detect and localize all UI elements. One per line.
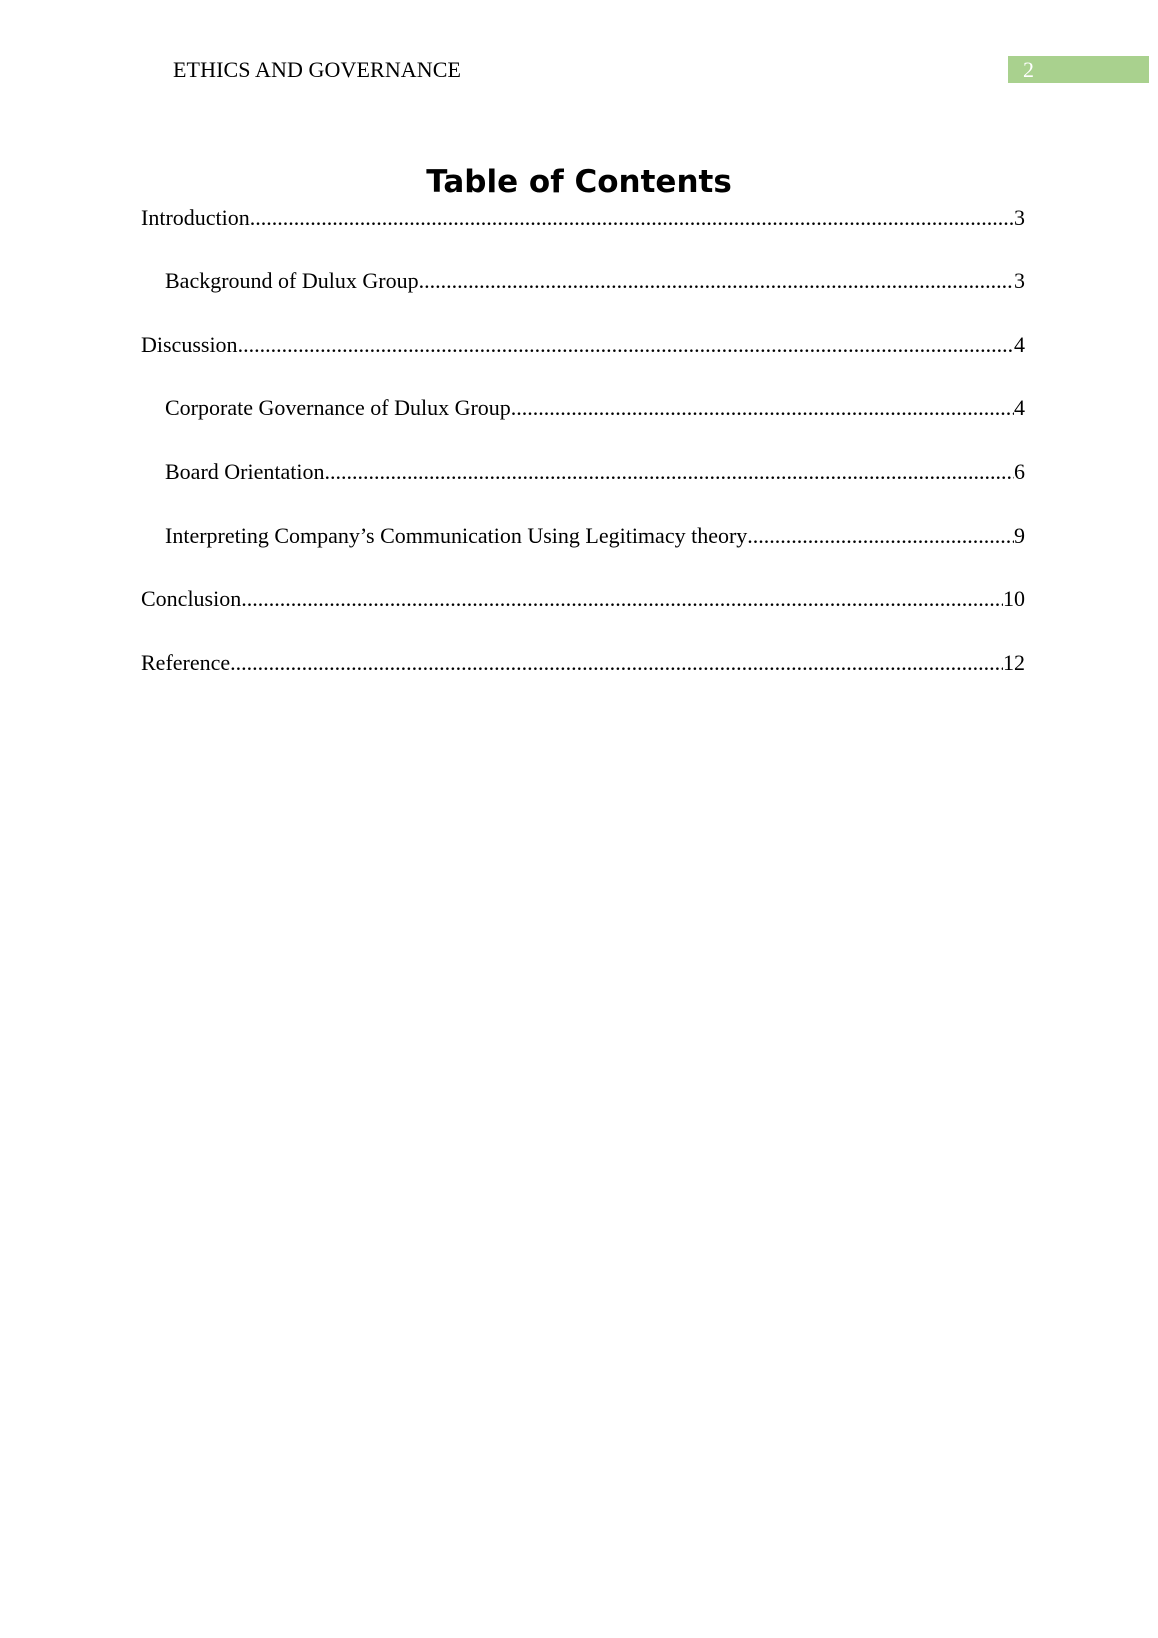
toc-dot-leader — [230, 649, 1003, 677]
toc-entry-label: Board Orientation — [165, 459, 325, 484]
toc-dot-leader — [419, 267, 1014, 295]
toc-title: Table of Contents — [426, 164, 732, 200]
toc-entry-label: Reference — [141, 650, 231, 675]
toc-dot-leader — [747, 522, 1014, 550]
toc-entry-page: 10 — [1003, 586, 1025, 611]
toc-entry-page: 4 — [1014, 332, 1025, 357]
toc-entry-reference[interactable] — [141, 649, 1025, 677]
toc-dot-leader — [238, 331, 1014, 359]
toc-entry-page: 9 — [1014, 523, 1025, 548]
toc-entry-corporate-governance[interactable] — [165, 394, 1025, 422]
toc-dot-leader — [324, 458, 1014, 486]
toc-entry-conclusion[interactable] — [141, 585, 1025, 613]
toc-entry-legitimacy-theory[interactable] — [165, 522, 1025, 550]
toc-entry-page: 4 — [1014, 395, 1025, 420]
toc-entry-label: Introduction — [141, 205, 250, 230]
toc-entry-label: Conclusion — [141, 586, 242, 611]
toc-entry-page: 3 — [1014, 205, 1025, 230]
toc-entry-introduction[interactable] — [141, 204, 1025, 232]
toc-dot-leader — [241, 585, 1003, 613]
toc-entry-label: Background of Dulux Group — [165, 268, 419, 293]
toc-entry-page: 3 — [1014, 268, 1025, 293]
toc-entry-board-orientation[interactable] — [165, 458, 1025, 486]
toc-dot-leader — [250, 204, 1014, 232]
page-number-badge: 2 — [1008, 56, 1149, 83]
toc-entry-background-of-dulux-group[interactable] — [165, 267, 1025, 295]
running-head: ETHICS AND GOVERNANCE — [173, 57, 462, 82]
toc-dot-leader — [511, 394, 1014, 422]
toc-entry-page: 12 — [1003, 650, 1025, 675]
toc-entry-label: Interpreting Company’s Communication Using Legitimacy theory — [165, 523, 748, 548]
toc-entry-discussion[interactable] — [141, 331, 1025, 359]
toc-entry-label: Corporate Governance of Dulux Group — [165, 395, 511, 420]
toc-entry-page: 6 — [1014, 459, 1025, 484]
toc-entry-label: Discussion — [141, 332, 238, 357]
